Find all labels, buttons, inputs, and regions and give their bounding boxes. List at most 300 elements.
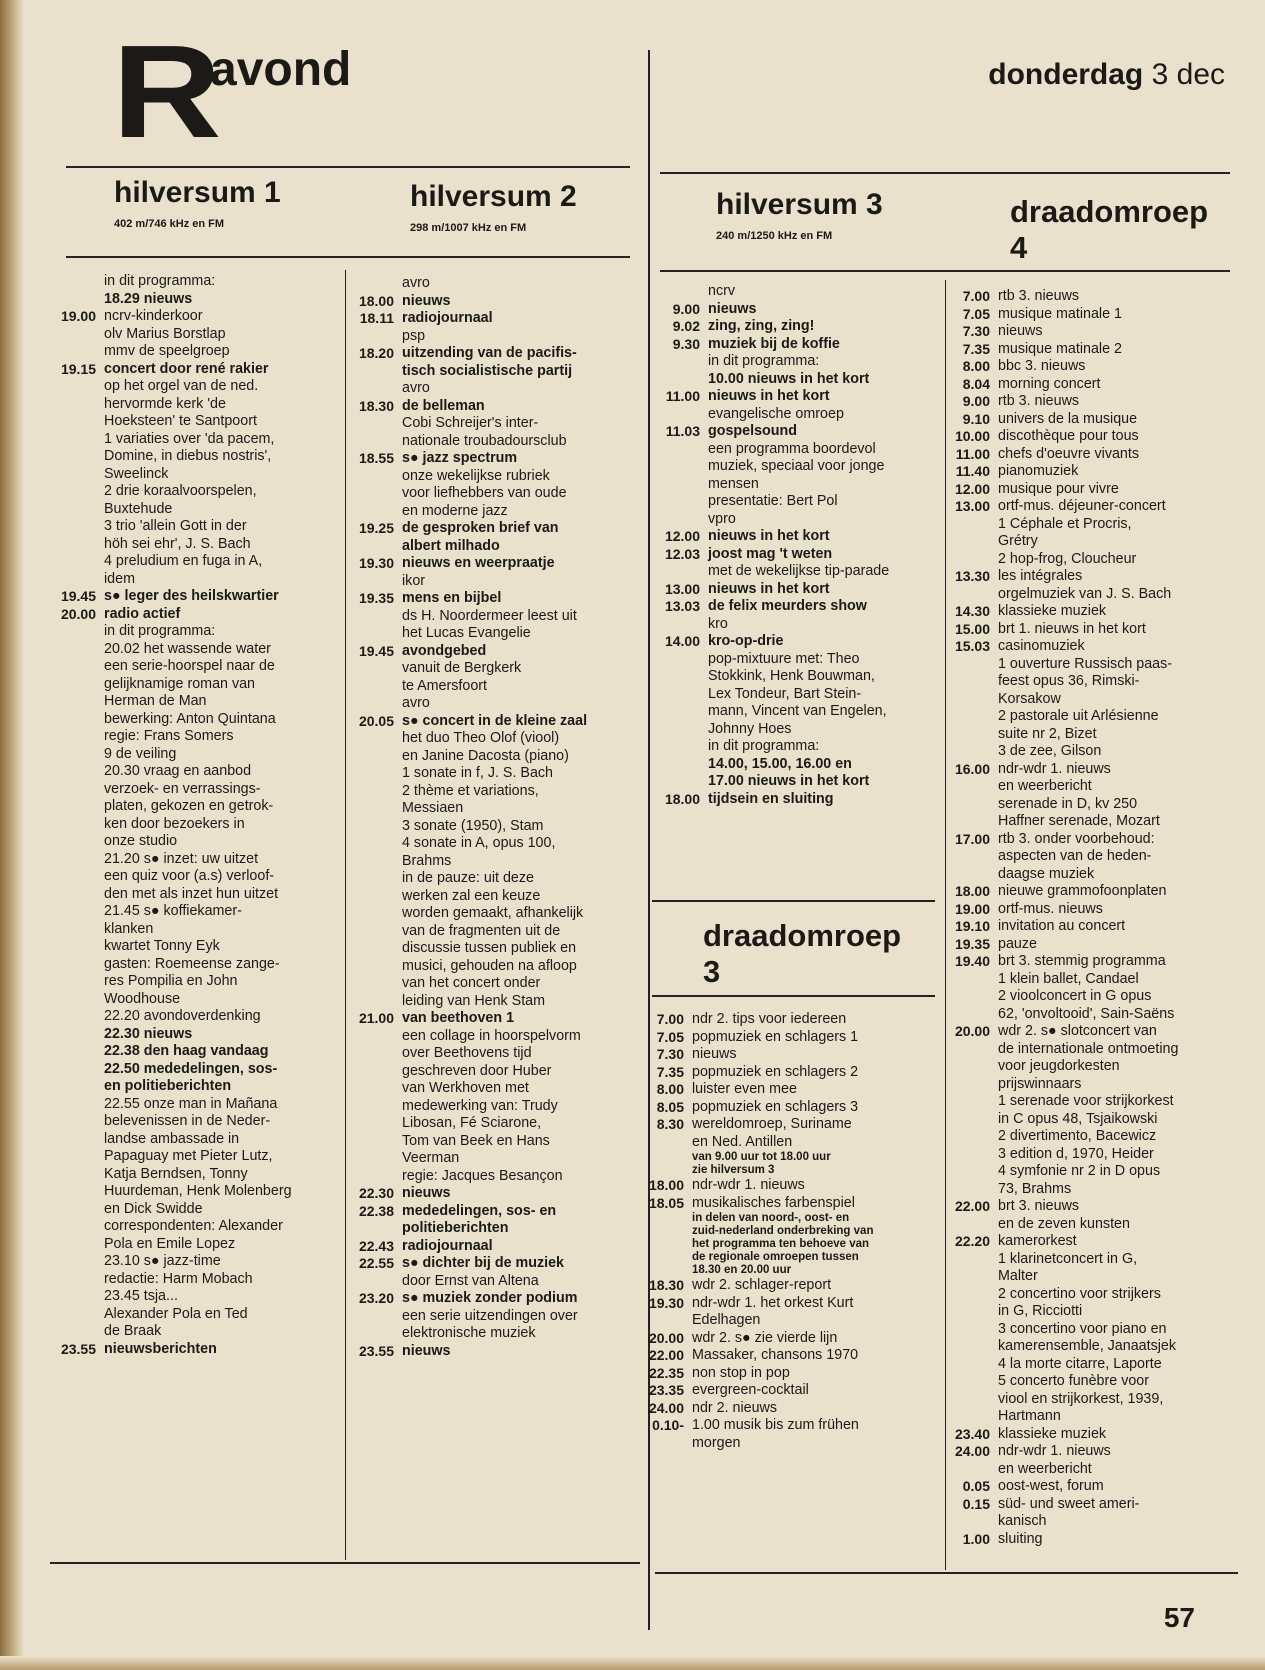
- programme-time: 9.00: [672, 300, 700, 317]
- programme-entry: [650, 633, 940, 651]
- programme-time: 20.05: [358, 712, 394, 729]
- right-column-divider: [945, 280, 946, 1570]
- programme-entry: [648, 1330, 938, 1348]
- programme-time: [48, 291, 96, 309]
- programme-entry: [48, 378, 336, 588]
- programme-time: 7.00: [962, 288, 990, 304]
- programme-text: 14.00, 15.00, 16.00 en 17.00 nieuws in het kort: [708, 755, 870, 789]
- programme-entry: [950, 761, 1230, 831]
- programme-entry: [48, 1043, 336, 1061]
- programme-text: non stop in pop: [692, 1364, 790, 1381]
- programme-time: 19.00: [60, 308, 96, 324]
- hilversum3-name: hilversum 3: [716, 188, 883, 221]
- programme-text: 22.38 den haag vandaag: [104, 1043, 269, 1059]
- programme-entry: [348, 608, 638, 643]
- programme-text: joost mag 't weten: [708, 545, 833, 562]
- programme-entry: [48, 1253, 336, 1288]
- programme-time: 18.05: [648, 1194, 684, 1211]
- programme-entry: [48, 1096, 336, 1254]
- programme-time: 23.55: [60, 1340, 96, 1357]
- programme-time: 18.30: [648, 1277, 684, 1293]
- programme-entry: [650, 353, 940, 371]
- programme-text: avondgebed: [402, 642, 487, 659]
- programme-entry: [348, 450, 638, 468]
- programme-time: 14.00: [664, 633, 700, 649]
- programme-text: radiojournaal: [402, 310, 493, 326]
- programme-time: 18.30: [358, 397, 394, 414]
- programme-text: pop-mixtuure met: Theo Stokkink, Henk Bouwman, Lex Tondeur, Bart Stein- mann, Vincent van Engelen, Johnny Hoes in dit programma:: [708, 650, 887, 754]
- section-title: avond: [210, 43, 352, 96]
- programme-entry: [648, 1081, 938, 1099]
- programme-entry: [950, 621, 1230, 639]
- programme-text: les intégrales orgelmuziek van J. S. Bach: [998, 568, 1172, 602]
- programme-entry: [348, 1238, 638, 1256]
- programme-text: avro: [402, 380, 430, 396]
- programme-time: [48, 378, 96, 588]
- programme-entry: [950, 1443, 1230, 1478]
- programme-text: 18.29 nieuws: [104, 290, 193, 307]
- programme-time: [650, 563, 700, 581]
- programme-entry: [950, 376, 1230, 394]
- programme-entry: [950, 603, 1230, 621]
- programme-text: ikor: [402, 572, 426, 589]
- programme-entry: [950, 306, 1230, 324]
- programme-entry: [650, 423, 940, 441]
- programme-entry: [348, 1010, 638, 1028]
- programme-time: [48, 1253, 96, 1288]
- programme-text: 21.45 s● koffiekamer- klanken kwartet Tonny Eyk gasten: Roemeense zange- res Pompilia en John Woodhouse: [104, 903, 280, 1007]
- programme-text: ncrv-kinderkoor olv Marius Borstlap mmv de speelgroep: [104, 308, 230, 359]
- programme-text: 10.00 nieuws in het kort: [708, 370, 870, 387]
- programme-entry: [950, 953, 1230, 1023]
- hilversum2-schedule: [348, 275, 638, 1360]
- programme-text: 22.30 nieuws: [104, 1025, 193, 1042]
- programme-entry: [950, 1478, 1230, 1496]
- programme-text: musikalisches farbenspiel: [692, 1194, 855, 1211]
- programme-text: nieuws: [692, 1046, 737, 1062]
- programme-entry: [348, 573, 638, 591]
- programme-time: 9.02: [672, 318, 700, 334]
- programme-text: mens en bijbel: [402, 590, 502, 606]
- programme-text: van beethoven 1: [402, 1010, 515, 1026]
- programme-text: brt 3. nieuws en de zeven kunsten: [998, 1198, 1130, 1232]
- programme-text: chefs d'oeuvre vivants: [998, 445, 1140, 462]
- programme-time: 12.00: [954, 480, 990, 497]
- programme-entry: [650, 301, 940, 319]
- programme-text: nieuws en weerpraatje: [402, 555, 555, 571]
- programme-text: 22.50 mededelingen, sos- en politieberichten: [104, 1060, 278, 1094]
- programme-time: 7.05: [656, 1028, 684, 1045]
- programme-text: een collage in hoorspelvorm over Beethovens tijd geschreven door Huber van Werkhoven met medewerking van: Trudy Libosan, Fé Sciarone, Tom van Beek en Hans Veerman regie: Jacques Besançon: [402, 1027, 581, 1184]
- programme-time: 0.15: [962, 1495, 990, 1512]
- programme-time: 19.35: [358, 590, 394, 606]
- programme-text: evergreen-cocktail: [692, 1382, 809, 1398]
- left-header-bottom-rule: [66, 256, 630, 258]
- programme-entry: [950, 463, 1230, 481]
- programme-entry: [950, 1233, 1230, 1426]
- left-footer-rule: [50, 1562, 640, 1564]
- programme-text: ndr-wdr 1. nieuws en weerbericht: [998, 1443, 1111, 1477]
- programme-entry: [648, 1277, 938, 1295]
- programme-entry: [650, 388, 940, 406]
- programme-entry: [950, 936, 1230, 954]
- programme-entry: [650, 581, 940, 599]
- programme-text: concert door rené rakier: [104, 360, 269, 377]
- programme-text: s● concert in de kleine zaal: [402, 712, 588, 729]
- programme-entry: [348, 590, 638, 608]
- programme-entry: [348, 695, 638, 713]
- programme-entry: [348, 293, 638, 311]
- programme-text: morning concert: [998, 375, 1101, 392]
- page-binding-edge: [0, 0, 24, 1670]
- programme-time: [650, 756, 700, 791]
- programme-time: 20.00: [954, 1023, 990, 1039]
- programme-time: 7.35: [962, 340, 990, 357]
- programme-text: ncrv: [708, 283, 736, 299]
- programme-time: 8.30: [656, 1116, 684, 1132]
- programme-entry: [648, 1046, 938, 1064]
- programme-entry: [348, 275, 638, 293]
- programme-time: 22.35: [648, 1364, 684, 1381]
- programme-entry: [950, 393, 1230, 411]
- programme-time: [348, 695, 394, 713]
- programme-text: nieuws: [402, 1342, 451, 1359]
- programme-entry: [348, 1343, 638, 1361]
- programme-text: door Ernst van Altena: [402, 1272, 539, 1289]
- programme-text: gospelsound: [708, 423, 797, 439]
- programme-entry: [950, 901, 1230, 919]
- programme-text: klassieke muziek: [998, 1425, 1107, 1442]
- right-header-bottom-rule: [660, 270, 1230, 272]
- page-date: [988, 58, 1225, 92]
- programme-entry: [348, 1308, 638, 1343]
- programme-time: 18.00: [954, 883, 990, 899]
- programme-time: [48, 1026, 96, 1044]
- programme-entry: [650, 441, 940, 511]
- programme-entry: [950, 446, 1230, 464]
- programme-entry: [348, 1290, 638, 1308]
- programme-time: [348, 275, 394, 293]
- page-bottom-edge: [0, 1656, 1265, 1670]
- programme-entry: [348, 380, 638, 398]
- programme-text: s● dichter bij de muziek: [402, 1255, 564, 1271]
- programme-time: 21.00: [358, 1010, 394, 1026]
- programme-text: rtb 3. nieuws: [998, 393, 1080, 409]
- programme-entry: [648, 1116, 938, 1151]
- programme-entry: [950, 1198, 1230, 1233]
- programme-entry: [950, 883, 1230, 901]
- programme-time: [650, 441, 700, 511]
- programme-text: kro-op-drie: [708, 633, 784, 649]
- programme-time: 0.05: [962, 1478, 990, 1494]
- programme-text: nieuwsberichten: [104, 1340, 217, 1357]
- programme-time: 22.00: [954, 1198, 990, 1214]
- programme-text: radiojournaal: [402, 1237, 493, 1254]
- programme-time: 18.00: [648, 1177, 684, 1193]
- programme-entry: [348, 328, 638, 346]
- programme-text: avro: [402, 275, 430, 291]
- programme-entry: [650, 528, 940, 546]
- programme-time: [650, 371, 700, 389]
- programme-entry: [950, 341, 1230, 359]
- programme-time: 16.00: [954, 760, 990, 777]
- programme-time: [48, 641, 96, 764]
- programme-text: 1.00 musik bis zum frühen morgen: [692, 1417, 859, 1451]
- programme-entry: [950, 1023, 1230, 1198]
- programme-time: [650, 406, 700, 424]
- programme-text: vanuit de Bergkerk te Amersfoort: [402, 660, 522, 694]
- programme-entry: [950, 918, 1230, 936]
- programme-text: 20.30 vraag en aanbod verzoek- en verrassings- platen, gekozen en getrok- ken door bezoekers in onze studio: [104, 763, 274, 849]
- programme-entry: [650, 336, 940, 354]
- programme-time: 12.03: [664, 545, 700, 562]
- programme-entry: [348, 1273, 638, 1291]
- draadomroep4-header: [1010, 194, 1208, 266]
- programme-time: [348, 660, 394, 695]
- programme-text: oost-west, forum: [998, 1478, 1104, 1494]
- programme-text: mededelingen, sos- en politieberichten: [402, 1202, 557, 1236]
- draadomroep3-top-rule: [652, 900, 935, 902]
- draadomroep4-schedule: [950, 288, 1230, 1548]
- programme-entry: [48, 1008, 336, 1026]
- programme-entry: [950, 411, 1230, 429]
- programme-text: popmuziek en schlagers 2: [692, 1063, 859, 1080]
- programme-text: discothèque pour tous: [998, 428, 1139, 444]
- programme-text: nieuwe grammofoonplaten: [998, 883, 1167, 899]
- programme-time: 23.40: [954, 1425, 990, 1442]
- programme-entry: [650, 511, 940, 529]
- hilversum3-frequency: 240 m/1250 kHz en FM: [716, 230, 833, 242]
- programme-entry: [650, 598, 940, 616]
- programme-text: de belleman: [402, 397, 485, 414]
- programme-text: 20.02 het wassende water een serie-hoorspel naar de gelijknamige roman van Herman de Man bewerking: Anton Quintana regie: Frans Somers 9 de veiling: [104, 640, 276, 762]
- programme-text: ndr-wdr 1. het orkest Kurt Edelhagen: [692, 1294, 854, 1328]
- programme-text: süd- und sweet ameri- kanisch: [998, 1495, 1140, 1529]
- programme-entry: [648, 1295, 938, 1330]
- programme-entry: [348, 398, 638, 416]
- programme-time: [348, 328, 394, 346]
- programme-entry: [648, 1400, 938, 1418]
- programme-entry: [950, 498, 1230, 568]
- programme-time: 15.00: [954, 620, 990, 637]
- programme-text: in dit programma:: [104, 273, 216, 289]
- programme-entry: [348, 310, 638, 328]
- programme-text: brt 3. stemmig programma 1 klein ballet, Candael 2 vioolconcert in G opus 62, 'onvoltooid', Sain-Saëns: [998, 953, 1175, 1022]
- programme-text: 23.10 s● jazz-time redactie: Harm Mobach: [104, 1253, 253, 1287]
- programme-entry: [648, 1099, 938, 1117]
- programme-entry: [648, 1365, 938, 1383]
- programme-entry: [648, 1177, 938, 1195]
- programme-text: ndr-wdr 1. nieuws: [692, 1177, 805, 1193]
- programme-time: 20.00: [648, 1329, 684, 1346]
- programme-entry: [48, 641, 336, 764]
- programme-entry: [348, 730, 638, 1010]
- programme-entry: [348, 1203, 638, 1238]
- programme-time: 22.30: [358, 1185, 394, 1201]
- programme-entry: [650, 756, 940, 791]
- programme-text: ortf-mus. nieuws: [998, 900, 1103, 917]
- programme-time: 17.00: [954, 830, 990, 847]
- programme-text: s● muziek zonder podium: [402, 1290, 578, 1306]
- programme-entry: [348, 713, 638, 731]
- programme-time: [650, 616, 700, 634]
- programme-time: 7.05: [962, 305, 990, 322]
- programme-time: [650, 353, 700, 371]
- programme-entry: [648, 1382, 938, 1400]
- programme-text: klassieke muziek: [998, 603, 1107, 619]
- programme-text: wereldomroep, Suriname en Ned. Antillen: [692, 1116, 852, 1150]
- programme-entry: [348, 345, 638, 380]
- programme-text: nieuws: [708, 300, 757, 317]
- programme-time: 13.03: [664, 598, 700, 614]
- programme-time: 8.04: [962, 375, 990, 392]
- programme-time: 11.00: [665, 388, 700, 404]
- programme-time: 8.00: [962, 358, 990, 374]
- programme-time: [648, 1212, 684, 1277]
- programme-time: 22.43: [358, 1237, 394, 1254]
- programme-entry: [950, 1496, 1230, 1531]
- programme-entry: [648, 1011, 938, 1029]
- programme-text: evangelische omroep: [708, 405, 844, 422]
- programme-entry: [648, 1195, 938, 1213]
- programme-time: 11.40: [955, 463, 990, 479]
- programme-text: univers de la musique: [998, 410, 1138, 427]
- programme-entry: [648, 1212, 938, 1277]
- draadomroep3-number: 3: [703, 954, 721, 989]
- programme-time: 19.10: [954, 918, 990, 934]
- programme-time: 19.00: [954, 900, 990, 917]
- programme-text: psp: [402, 327, 426, 344]
- programme-entry: [950, 288, 1230, 306]
- programme-entry: [650, 546, 940, 564]
- programme-entry: [48, 273, 336, 291]
- programme-text: invitation au concert: [998, 918, 1126, 934]
- programme-text: met de wekelijkse tip-parade: [708, 563, 890, 579]
- programme-text: 23.45 tsja... Alexander Pola en Ted de Braak: [104, 1288, 248, 1339]
- programme-text: s● jazz spectrum: [402, 450, 518, 466]
- programme-time: 19.15: [60, 360, 96, 377]
- programme-text: casinomuziek 1 ouverture Russisch paas- feest opus 36, Rimski- Korsakow 2 pastorale uit Arlésienne suite nr 2, Bizet 3 de zee, Gilson: [998, 638, 1173, 759]
- programme-entry: [48, 763, 336, 851]
- programme-time: 22.38: [358, 1202, 394, 1219]
- programme-text: Cobi Schreijer's inter- nationale troubadoursclub: [402, 415, 567, 449]
- programme-entry: [48, 623, 336, 641]
- programme-entry: [648, 1151, 938, 1177]
- programme-time: 11.03: [665, 423, 700, 439]
- programme-text: uitzending van de pacifis- tisch socialistische partij: [402, 345, 577, 379]
- programme-text: muziek bij de koffie: [708, 335, 840, 352]
- programme-text: een serie uitzendingen over elektronische muziek: [402, 1307, 578, 1341]
- draadomroep3-name: draadomroep: [703, 918, 902, 953]
- programme-text: 21.20 s● inzet: uw uitzet een quiz voor (a.s) verloof- den met als inzet hun uitzet: [104, 850, 279, 902]
- programme-time: 9.10: [962, 410, 990, 427]
- programme-time: 19.30: [648, 1294, 684, 1311]
- programme-time: [348, 380, 394, 398]
- programme-time: [48, 1061, 96, 1096]
- programme-time: 18.00: [664, 790, 700, 807]
- programme-entry: [48, 1026, 336, 1044]
- programme-entry: [48, 361, 336, 379]
- programme-time: [348, 608, 394, 643]
- programme-entry: [348, 520, 638, 555]
- programme-time: 24.00: [954, 1443, 990, 1459]
- hilversum1-frequency: 402 m/746 kHz en FM: [114, 218, 225, 230]
- programme-entry: [950, 831, 1230, 884]
- programme-time: 9.00: [962, 393, 990, 409]
- programme-time: 15.03: [954, 638, 990, 654]
- programme-text: musique pour vivre: [998, 480, 1119, 497]
- programme-time: 20.00: [60, 605, 96, 622]
- programme-text: ndr 2. tips voor iedereen: [692, 1011, 847, 1027]
- programme-text: wdr 2. s● zie vierde lijn: [692, 1329, 838, 1346]
- programme-text: de gesproken brief van albert milhado: [402, 520, 559, 554]
- programme-text: luister even mee: [692, 1081, 797, 1097]
- programme-entry: [48, 291, 336, 309]
- section-logo-letter: R: [112, 18, 218, 165]
- hilversum3-schedule: [650, 283, 940, 808]
- hilversum2-frequency: 298 m/1007 kHz en FM: [410, 222, 527, 234]
- programme-time: [48, 1008, 96, 1026]
- programme-entry: [48, 851, 336, 904]
- programme-text: musique matinale 1: [998, 305, 1122, 322]
- programme-text: sluiting: [998, 1530, 1043, 1547]
- programme-time: 19.45: [60, 588, 96, 604]
- programme-time: 7.30: [656, 1046, 684, 1062]
- programme-entry: [950, 1531, 1230, 1549]
- page-day-date: 3 dec: [1151, 58, 1225, 91]
- programme-text: radio actief: [104, 605, 181, 622]
- programme-time: [48, 763, 96, 851]
- programme-text: popmuziek en schlagers 1: [692, 1028, 859, 1045]
- programme-text: op het orgel van de ned. hervormde kerk 'de Hoeksteen' te Santpoort 1 variaties over 'da pacem, Domine, in diebus nostris', Sweelinck 2 drie koraalvoorspelen, Buxtehude 3 trio 'allein Gott in der höh sei ehr', J. S. Bach 4 preludium en fuga in A, idem: [104, 378, 275, 587]
- programme-time: 18.20: [358, 345, 394, 361]
- draadomroep3-schedule: [648, 1011, 938, 1452]
- programme-entry: [348, 660, 638, 695]
- programme-text: tijdsein en sluiting: [708, 790, 834, 807]
- programme-entry: [650, 616, 940, 634]
- programme-time: 19.35: [954, 935, 990, 952]
- programme-entry: [348, 1185, 638, 1203]
- programme-time: [48, 623, 96, 641]
- programme-time: [650, 283, 700, 301]
- programme-entry: [48, 903, 336, 1008]
- programme-time: 1.00: [962, 1530, 990, 1547]
- programme-text: nieuws in het kort: [708, 528, 830, 544]
- programme-time: 18.00: [358, 292, 394, 309]
- programme-text: kro: [708, 615, 728, 632]
- programme-entry: [650, 318, 940, 336]
- programme-time: [48, 1096, 96, 1254]
- programme-time: [48, 273, 96, 291]
- programme-text: ortf-mus. déjeuner-concert 1 Céphale et Procris, Grétry 2 hop-frog, Cloucheur: [998, 498, 1166, 567]
- right-footer-rule: [655, 1572, 1238, 1574]
- programme-text: onze wekelijkse rubriek voor liefhebbers van oude en moderne jazz: [402, 467, 567, 519]
- page-day: donderdag: [988, 58, 1144, 91]
- programme-time: 19.45: [358, 642, 394, 659]
- programme-text: nieuws: [402, 292, 451, 309]
- programme-time: 23.55: [358, 1342, 394, 1359]
- programme-entry: [650, 406, 940, 424]
- programme-text: nieuws: [998, 323, 1043, 339]
- programme-text: pianomuziek: [998, 463, 1079, 479]
- programme-text: kamerorkest 1 klarinetconcert in G, Malter 2 concertino voor strijkers in G, Ricciotti 3 concertino voor piano en kamerensemble, Janaatsjek 4 la morte citarre, Laporte 5 concerto funèbre voor viool en strijkorkest, 1939, Hartmann: [998, 1233, 1177, 1424]
- programme-entry: [950, 358, 1230, 376]
- programme-entry: [48, 606, 336, 624]
- right-header-top-rule: [660, 172, 1230, 174]
- programme-entry: [650, 563, 940, 581]
- programme-text: nieuws in het kort: [708, 388, 830, 404]
- programme-text: in delen van noord-, oost- en zuid-nederland onderbreking van het programma ten behoeve van de regionale omroepen tussen 18.30 en 20.00 uur: [692, 1212, 874, 1276]
